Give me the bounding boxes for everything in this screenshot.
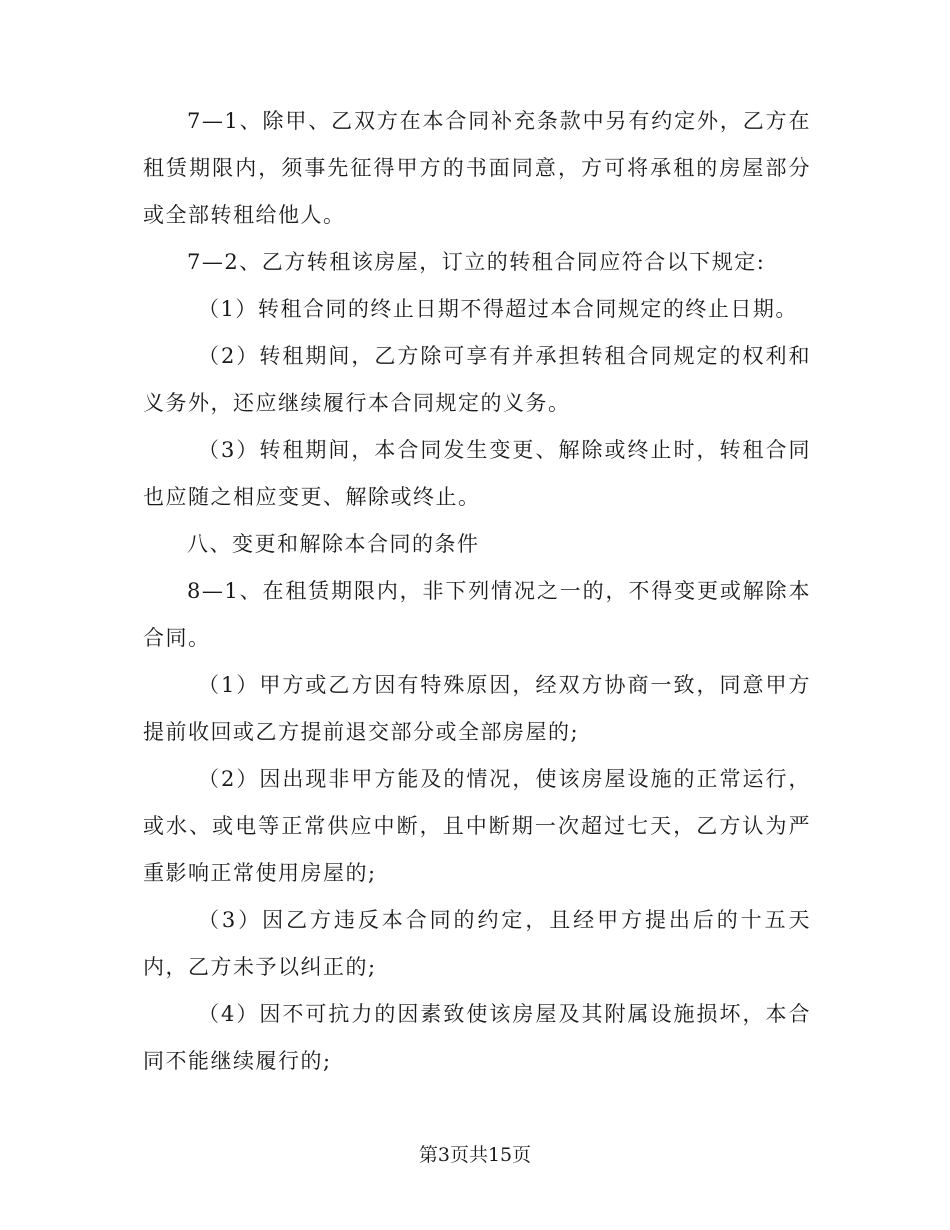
clause-7-1: 7—1、除甲、乙双方在本合同补充条款中另有约定外，乙方在租赁期限内，须事先征得甲方的书面同意，方可将承租的房屋部分或全部转租给他人。 xyxy=(143,109,811,227)
clause-7-2-item-3: （3）转租期间，本合同发生变更、解除或终止时，转租合同也应随之相应变更、解除或终止。 xyxy=(143,438,811,509)
document-body xyxy=(143,98,811,1085)
clause-7-2-item-2: （2）转租期间，乙方除可享有并承担转租合同规定的权利和义务外，还应继续履行本合同规定的义务。 xyxy=(143,344,811,415)
clause-8-1: 8—1、在租赁期限内，非下列情况之一的，不得变更或解除本合同。 xyxy=(143,579,811,650)
clause-8-1-item-4: （4）因不可抗力的因素致使该房屋及其附属设施损坏，本合同不能继续履行的; xyxy=(143,1002,811,1073)
section-heading-8: 八、变更和解除本合同的条件 xyxy=(187,532,480,556)
page-number-footer: 第3页共15页 xyxy=(418,1144,532,1166)
clause-8-1-item-1: （1）甲方或乙方因有特殊原因，经双方协商一致，同意甲方提前收回或乙方提前退交部分或全部房屋的; xyxy=(143,673,811,744)
clause-7-2-item-1: （1）转租合同的终止日期不得超过本合同规定的终止日期。 xyxy=(198,297,798,321)
clause-7-2: 7—2、乙方转租该房屋，订立的转租合同应符合以下规定: xyxy=(187,250,766,274)
clause-8-1-item-3: （3）因乙方违反本合同的约定，且经甲方提出后的十五天内，乙方未予以纠正的; xyxy=(143,908,811,979)
clause-8-1-item-2: （2）因出现非甲方能及的情况，使该房屋设施的正常运行，或水、或电等正常供应中断，且中断期一次超过七天，乙方认为严重影响正常使用房屋的; xyxy=(143,767,811,885)
